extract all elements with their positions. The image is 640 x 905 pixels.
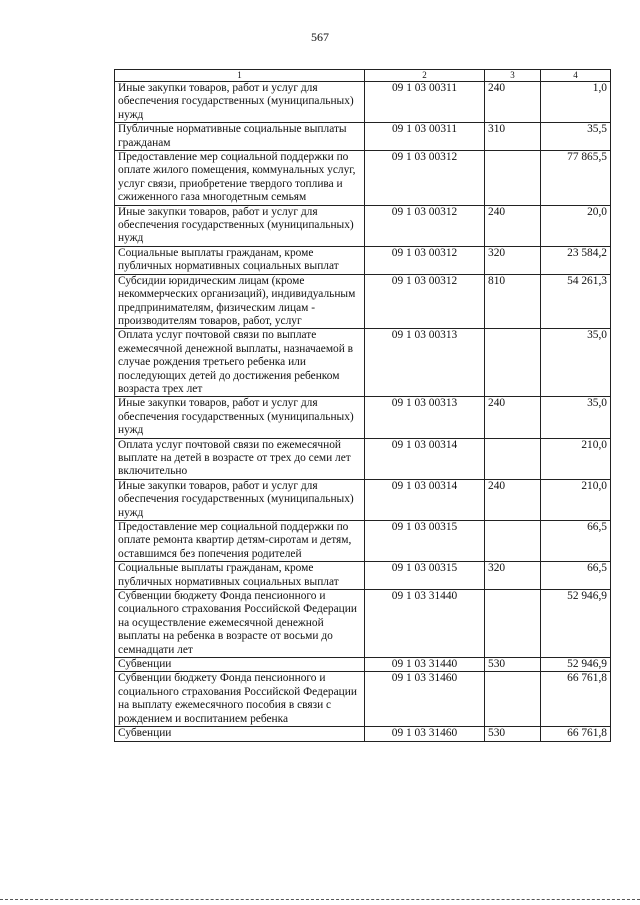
row-name: Субсидии юридическим лицам (кроме некоммерческих организаций), индивидуальным предпринимателям, физическим лицам - производителям товаров, работ, услуг (115, 274, 365, 329)
row-name: Иные закупки товаров, работ и услуг для обеспечения государственных (муниципальных) нужд (115, 397, 365, 438)
table-row (115, 151, 611, 206)
row-amount: 35,0 (541, 397, 611, 438)
row-vr: 240 (485, 479, 541, 520)
row-name: Оплата услуг почтовой связи по выплате ежемесячной денежной выплаты, назначаемой в случае рождения третьего ребенка или последующих детей до достижения ребенком возраста трех лет (115, 329, 365, 397)
row-name: Предоставление мер социальной поддержки по оплате ремонта квартир детям-сиротам и детям, оставшимся без попечения родителей (115, 521, 365, 562)
row-name: Субвенции бюджету Фонда пенсионного и социального страхования Российской Федерации на выплату ежемесячного пособия в связи с рождением и воспитанием ребенка (115, 672, 365, 727)
row-vr: 240 (485, 397, 541, 438)
row-vr (485, 521, 541, 562)
row-name: Иные закупки товаров, работ и услуг для обеспечения государственных (муниципальных) нужд (115, 82, 365, 123)
table-row (115, 397, 611, 438)
row-code: 09 1 03 00312 (365, 151, 485, 206)
row-vr: 530 (485, 658, 541, 672)
row-vr (485, 590, 541, 658)
row-amount: 54 261,3 (541, 274, 611, 329)
header-col-1: 1 (115, 70, 365, 82)
row-name: Иные закупки товаров, работ и услуг для обеспечения государственных (муниципальных) нужд (115, 205, 365, 246)
row-amount: 52 946,9 (541, 590, 611, 658)
row-code: 09 1 03 31460 (365, 727, 485, 741)
row-name: Иные закупки товаров, работ и услуг для обеспечения государственных (муниципальных) нужд (115, 479, 365, 520)
table-row (115, 82, 611, 123)
header-col-4: 4 (541, 70, 611, 82)
row-vr (485, 151, 541, 206)
row-amount: 35,5 (541, 123, 611, 151)
header-col-3: 3 (485, 70, 541, 82)
row-name: Социальные выплаты гражданам, кроме публичных нормативных социальных выплат (115, 246, 365, 274)
row-code: 09 1 03 00313 (365, 397, 485, 438)
row-name: Оплата услуг почтовой связи по ежемесячной выплате на детей в возрасте от трех до семи лет включительно (115, 438, 365, 479)
row-amount: 20,0 (541, 205, 611, 246)
row-amount: 52 946,9 (541, 658, 611, 672)
table-row (115, 438, 611, 479)
row-vr: 530 (485, 727, 541, 741)
row-code: 09 1 03 00312 (365, 205, 485, 246)
row-code: 09 1 03 31460 (365, 672, 485, 727)
row-vr: 240 (485, 205, 541, 246)
row-code: 09 1 03 31440 (365, 590, 485, 658)
row-code: 09 1 03 00313 (365, 329, 485, 397)
row-vr: 810 (485, 274, 541, 329)
row-vr: 320 (485, 562, 541, 590)
row-amount: 77 865,5 (541, 151, 611, 206)
row-code: 09 1 03 00315 (365, 521, 485, 562)
budget-table (114, 69, 611, 742)
row-code: 09 1 03 00311 (365, 123, 485, 151)
page-number: 567 (311, 30, 329, 44)
row-name: Социальные выплаты гражданам, кроме публичных нормативных социальных выплат (115, 562, 365, 590)
row-name: Субвенции (115, 727, 365, 741)
row-code: 09 1 03 00314 (365, 438, 485, 479)
table-row (115, 329, 611, 397)
row-amount: 210,0 (541, 479, 611, 520)
row-vr (485, 672, 541, 727)
row-amount: 1,0 (541, 82, 611, 123)
row-amount: 66 761,8 (541, 727, 611, 741)
table-row (115, 727, 611, 741)
row-amount: 23 584,2 (541, 246, 611, 274)
table-row (115, 521, 611, 562)
table-header-row (115, 70, 611, 82)
row-amount: 66 761,8 (541, 672, 611, 727)
row-code: 09 1 03 00312 (365, 274, 485, 329)
table-row (115, 590, 611, 658)
table-row (115, 658, 611, 672)
row-code: 09 1 03 31440 (365, 658, 485, 672)
row-vr: 310 (485, 123, 541, 151)
table-row (115, 274, 611, 329)
row-code: 09 1 03 00314 (365, 479, 485, 520)
row-code: 09 1 03 00311 (365, 82, 485, 123)
row-name: Публичные нормативные социальные выплаты гражданам (115, 123, 365, 151)
row-name: Предоставление мер социальной поддержки по оплате жилого помещения, коммунальных услуг, услуг связи, приобретение твердого топлива и сжиженного газа многодетным семьям (115, 151, 365, 206)
row-vr (485, 329, 541, 397)
table-row (115, 205, 611, 246)
page-bottom-rule (0, 899, 640, 900)
table-row (115, 672, 611, 727)
row-vr: 320 (485, 246, 541, 274)
row-code: 09 1 03 00312 (365, 246, 485, 274)
row-amount: 66,5 (541, 562, 611, 590)
row-code: 09 1 03 00315 (365, 562, 485, 590)
table-row (115, 246, 611, 274)
row-amount: 66,5 (541, 521, 611, 562)
table-row (115, 562, 611, 590)
row-name: Субвенции бюджету Фонда пенсионного и социального страхования Российской Федерации на осуществление ежемесячной денежной выплаты на ребенка в возрасте от восьми до семнадцати лет (115, 590, 365, 658)
header-col-2: 2 (365, 70, 485, 82)
row-amount: 210,0 (541, 438, 611, 479)
table-row (115, 479, 611, 520)
row-vr: 240 (485, 82, 541, 123)
row-amount: 35,0 (541, 329, 611, 397)
table-row (115, 123, 611, 151)
row-vr (485, 438, 541, 479)
row-name: Субвенции (115, 658, 365, 672)
